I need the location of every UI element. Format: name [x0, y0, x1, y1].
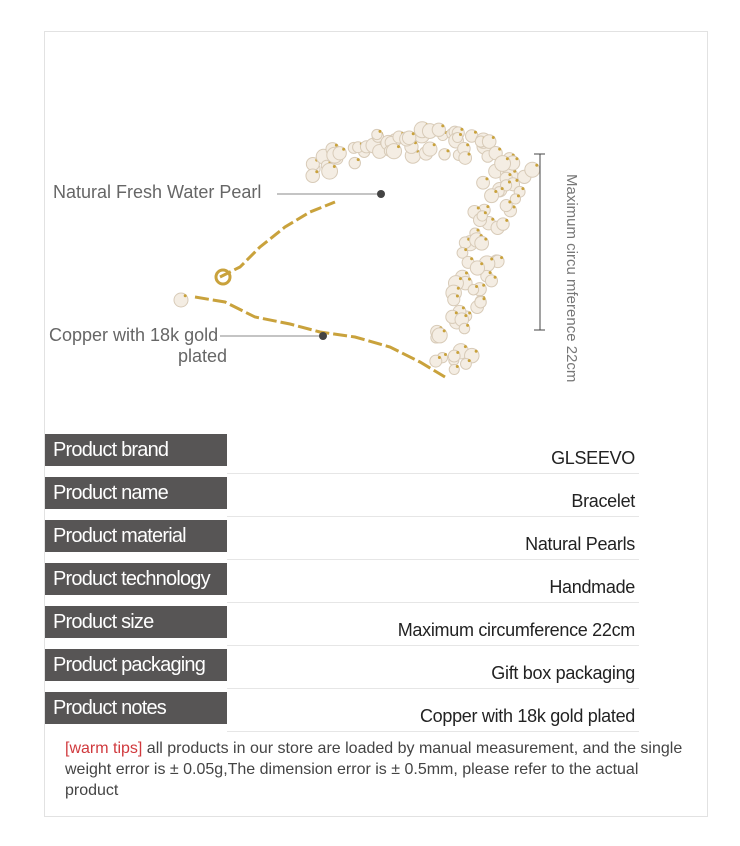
- pearl-bracelet-image: [45, 32, 707, 432]
- spec-row-technology: [45, 563, 709, 595]
- warm-tips: [65, 738, 685, 801]
- row-divider: [227, 516, 639, 517]
- copper-callout-line1: Copper with 18k gold: [49, 325, 219, 345]
- spec-value: Natural Pearls: [525, 534, 635, 554]
- spec-label: Product size: [45, 606, 227, 638]
- spec-row-material: [45, 520, 709, 552]
- spec-label: Product material: [45, 520, 227, 552]
- spec-label: Product notes: [45, 692, 227, 724]
- pearl-callout: Natural Fresh Water Pearl: [53, 182, 262, 202]
- row-divider: [227, 473, 639, 474]
- spec-label: Product technology: [45, 563, 227, 595]
- row-divider: [227, 688, 639, 689]
- product-detail-card: [44, 31, 708, 817]
- warm-tips-text: all products in our store are loaded by manual measurement, and the single weight error is ± 0.05g,The dimension error is ± 0.5mm, please refer to the actual product: [65, 740, 683, 799]
- spec-row-brand: [45, 434, 709, 466]
- spec-value: Copper with 18k gold plated: [419, 706, 635, 726]
- spec-label: Product brand: [45, 434, 227, 466]
- spec-value: Bracelet: [571, 491, 635, 511]
- circumference-label: Maximum circu mference 22cm: [563, 174, 580, 383]
- spec-row-packaging: [45, 649, 709, 681]
- copper-callout-line2: plated: [178, 346, 228, 366]
- spec-row-notes: [45, 692, 709, 724]
- row-divider: [227, 731, 639, 732]
- spec-row-name: [45, 477, 709, 509]
- product-photo: [45, 32, 707, 432]
- row-divider: [227, 559, 639, 560]
- warm-tips-prefix: [warm tips]: [65, 740, 143, 757]
- spec-label: Product packaging: [45, 649, 227, 681]
- spec-value: Maximum circumference 22cm: [397, 620, 635, 640]
- spec-label: Product name: [45, 477, 227, 509]
- spec-row-size: [45, 606, 709, 638]
- row-divider: [227, 602, 639, 603]
- spec-value: GLSEEVO: [551, 448, 635, 468]
- row-divider: [227, 645, 639, 646]
- spec-value: Handmade: [549, 577, 635, 597]
- spec-value: Gift box packaging: [491, 663, 635, 683]
